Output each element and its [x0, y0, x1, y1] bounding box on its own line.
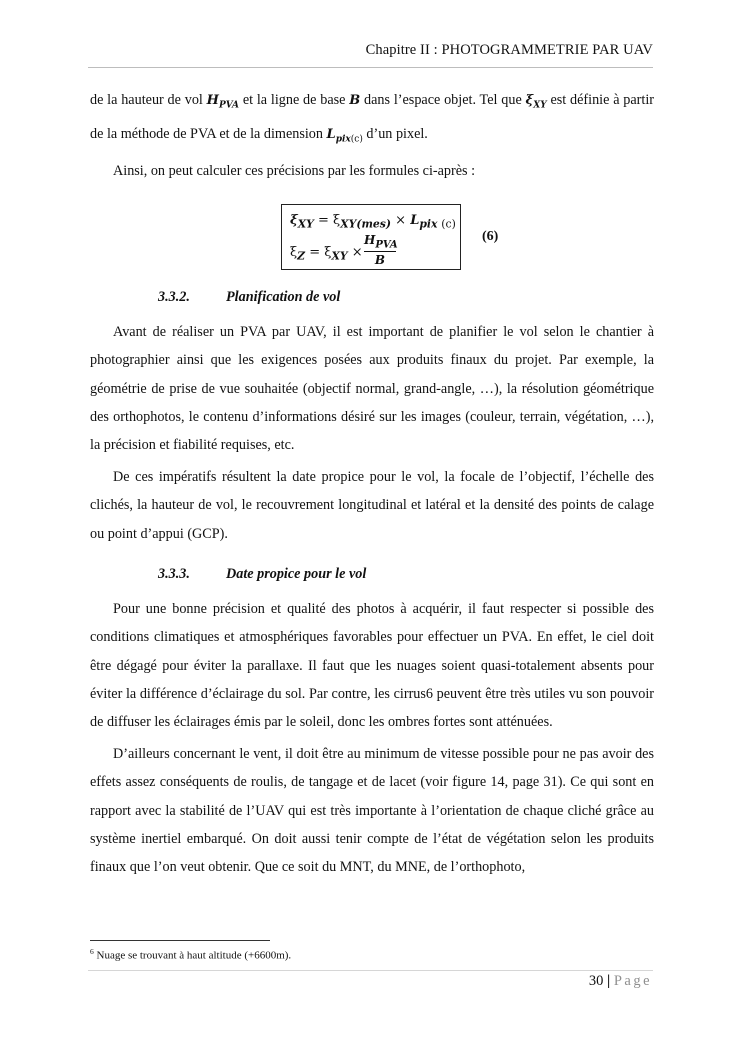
paragraph-intro: de la hauteur de vol $H_{PVA}$ et la ligne de base B dans l’espace objet. Tel que $\xi_{XY}$ est définie à partir de la méthode de PVA et de la dimension $L_{pix(c)}$ d’un pixel. — [90, 92, 655, 145]
paragraph-imperatifs: De ces impératifs résultent la date propice pour le vol, la focale de l’objectif, l’échelle des clichés, la hauteur de vol, le recouvrement longitudinal et latéral et la densité des points de calage ou point d’appui (GCP). — [90, 469, 654, 542]
section-title: Planification de vol — [226, 289, 341, 305]
fraction — [364, 233, 396, 267]
symbol-h-pva: $H_{PVA}$ — [206, 93, 240, 111]
footer-divider — [88, 970, 653, 971]
symbol-l-pix: $L_{pix(c)}$ — [326, 126, 363, 145]
section-number: 3.3.3. — [158, 566, 190, 582]
paragraph-planification: Avant de réaliser un PVA par UAV, il est important de planifier le vol selon le chantier à photographier ainsi que les exigences posées aux produits finaux du projet. Par exemple, la géométrie de prise de vue souhaitée (objectif normal, grand-angle, …), la résolution géométrique des orthophotos, le contenu d’informations désiré sur les images (couleur, terrain, végétation, …), la précision et fiabilité requises, etc. — [90, 324, 654, 454]
fraction-denominator: B — [374, 253, 386, 268]
section-heading-planification — [158, 289, 341, 306]
chapter-header: Chapitre II : PHOTOGRAMMETRIE PAR UAV — [365, 42, 653, 58]
page-footer — [589, 973, 652, 990]
paragraph-vent: D’ailleurs concernant le vent, il doit être au minimum de vitesse possible pour ne pas avoir des effets assez conséquents de roulis, de tangage et de lacet (voir figure 14, page 31). Ce qui sont en rapport avec la stabilité de l’UAV qui est très importante à l’orientation de chaque cliché grâce au système inertiel embarqué. On doit aussi tenir compte de l’état de végétation selon les produits finaux que l’on veut obtenir. Que ce soit du MNT, du MNE, de l’orthophoto, — [90, 746, 654, 876]
symbol-b: B — [349, 93, 361, 108]
equation-number: (6) — [482, 229, 499, 244]
footnote-divider — [90, 940, 270, 941]
footnote: $^6$ Nuage se trouvant à haut altitude (+6600m). — [90, 947, 292, 962]
formula-box — [281, 204, 461, 270]
header-divider — [88, 67, 653, 68]
symbol-xi-xy: $\xi_{XY}$ — [525, 93, 547, 111]
fraction-numerator: $H_{PVA}$ — [364, 233, 398, 251]
page-label: Page — [613, 973, 652, 989]
section-number: 3.3.2. — [158, 289, 190, 305]
footer-separator: | — [606, 973, 611, 989]
section-title: Date propice pour le vol — [226, 566, 367, 582]
footnote-mark: 6 — [90, 947, 94, 956]
formula-line-z: $\xi_Z = \xi_{XY}$ × — [290, 245, 363, 263]
section-heading-date — [158, 566, 367, 583]
paragraph-conditions: Pour une bonne précision et qualité des photos à acquérir, il faut respecter si possible des conditions climatiques et atmosphériques favorables pour effectuer un PVA. En effet, le ciel doit être dégagé pour éviter la parallaxe. Il faut que les nuages soient quasi-totalement absents pour éviter la différence d’éclairage du sol. Par contre, les cirrus6 peuvent être très utiles vu son pouvoir de diffuser les éclairages émis par le soleil, donc les ombres fortes sont atténuées. — [90, 601, 654, 731]
page-number: 30 — [588, 973, 604, 989]
paragraph-formulas-intro: Ainsi, on peut calculer ces précisions par les formules ci-après : — [113, 163, 476, 179]
formula-line-xy: $\xi_{XY} = \xi_{XY(mes)} \times L_{pix (c)}$ — [290, 213, 456, 231]
